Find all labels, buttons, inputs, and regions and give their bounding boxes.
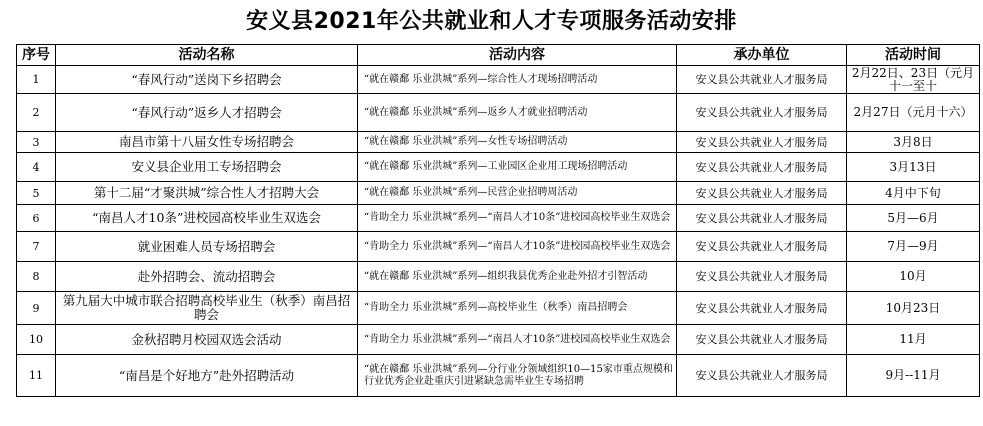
table-row [17, 205, 980, 232]
cell-seq: 6 [17, 205, 56, 232]
header-name: 活动名称 [56, 45, 358, 66]
cell-unit: 安义县公共就业人才服务局 [677, 94, 847, 132]
cell-seq: 2 [17, 94, 56, 132]
cell-content: “肯助全力 乐业洪城”系列—高校毕业生（秋季）南昌招聘会 [358, 292, 677, 325]
header-unit: 承办单位 [677, 45, 847, 66]
cell-content: “就在赣鄱 乐业洪城”系列—综合性人才现场招聘活动 [358, 66, 677, 94]
table-row [17, 355, 980, 397]
cell-unit: 安义县公共就业人才服务局 [677, 232, 847, 262]
cell-name: 第九届大中城市联合招聘高校毕业生（秋季）南昌招聘会 [56, 292, 358, 325]
table-row [17, 94, 980, 132]
header-time: 活动时间 [847, 45, 980, 66]
cell-content: “就在赣鄱 乐业洪城”系列—女性专场招聘活动 [358, 132, 677, 153]
table-row [17, 153, 980, 182]
cell-time: 10月23日 [847, 292, 980, 325]
cell-unit: 安义县公共就业人才服务局 [677, 262, 847, 292]
table-row [17, 325, 980, 355]
cell-content: “肯助全力 乐业洪城”系列—“南昌人才10条”进校园高校毕业生双选会 [358, 325, 677, 355]
header-content: 活动内容 [358, 45, 677, 66]
cell-time: 10月 [847, 262, 980, 292]
cell-unit: 安义县公共就业人才服务局 [677, 325, 847, 355]
table-row [17, 182, 980, 205]
page-title: 安义县2021年公共就业和人才专项服务活动安排 [246, 9, 737, 34]
cell-seq: 7 [17, 232, 56, 262]
cell-unit: 安义县公共就业人才服务局 [677, 355, 847, 397]
cell-seq: 5 [17, 182, 56, 205]
table-row [17, 132, 980, 153]
cell-content: “就在赣鄱 乐业洪城”系列—工业园区企业用工现场招聘活动 [358, 153, 677, 182]
cell-seq: 4 [17, 153, 56, 182]
cell-name: 金秋招聘月校园双选会活动 [56, 325, 358, 355]
cell-time: 2月22日、23日（元月十一至十 [847, 66, 980, 94]
table-row [17, 262, 980, 292]
cell-name: 赴外招聘会、流动招聘会 [56, 262, 358, 292]
cell-unit: 安义县公共就业人才服务局 [677, 182, 847, 205]
cell-seq: 9 [17, 292, 56, 325]
cell-seq: 10 [17, 325, 56, 355]
table-row [17, 292, 980, 325]
cell-unit: 安义县公共就业人才服务局 [677, 292, 847, 325]
cell-content: “就在赣鄱 乐业洪城”系列—民营企业招聘周活动 [358, 182, 677, 205]
table-row [17, 66, 980, 94]
cell-unit: 安义县公共就业人才服务局 [677, 66, 847, 94]
cell-content: “就在赣鄱 乐业洪城”系列—分行业分领域组织10—15家市重点规模和行业优秀企业赴重庆引进紧缺急需毕业生专场招聘 [358, 355, 677, 397]
cell-name: “春风行动”送岗下乡招聘会 [56, 66, 358, 94]
cell-name: 就业困难人员专场招聘会 [56, 232, 358, 262]
cell-time: 4月中下旬 [847, 182, 980, 205]
cell-content: “就在赣鄱 乐业洪城”系列—返乡人才就业招聘活动 [358, 94, 677, 132]
table-header-row [17, 45, 980, 66]
cell-seq: 1 [17, 66, 56, 94]
cell-time: 7月—9月 [847, 232, 980, 262]
cell-unit: 安义县公共就业人才服务局 [677, 153, 847, 182]
header-seq: 序号 [17, 45, 56, 66]
cell-name: “南昌是个好地方”赴外招聘活动 [56, 355, 358, 397]
cell-content: “肯助全力 乐业洪城”系列—“南昌人才10条”进校园高校毕业生双选会 [358, 205, 677, 232]
cell-name: 安义县企业用工专场招聘会 [56, 153, 358, 182]
cell-seq: 11 [17, 355, 56, 397]
cell-unit: 安义县公共就业人才服务局 [677, 205, 847, 232]
cell-name: 第十二届“才聚洪城”综合性人才招聘大会 [56, 182, 358, 205]
cell-time: 11月 [847, 325, 980, 355]
cell-name: 南昌市第十八届女性专场招聘会 [56, 132, 358, 153]
cell-time: 3月8日 [847, 132, 980, 153]
cell-time: 2月27日（元月十六） [847, 94, 980, 132]
cell-name: “南昌人才10条”进校园高校毕业生双选会 [56, 205, 358, 232]
cell-time: 9月--11月 [847, 355, 980, 397]
cell-seq: 3 [17, 132, 56, 153]
table-row [17, 232, 980, 262]
cell-time: 5月—6月 [847, 205, 980, 232]
activity-table [16, 44, 980, 397]
cell-seq: 8 [17, 262, 56, 292]
cell-content: “就在赣鄱 乐业洪城”系列—组织我县优秀企业赴外招才引智活动 [358, 262, 677, 292]
cell-unit: 安义县公共就业人才服务局 [677, 132, 847, 153]
cell-name: “春风行动”返乡人才招聘会 [56, 94, 358, 132]
cell-time: 3月13日 [847, 153, 980, 182]
cell-content: “肯助全力 乐业洪城”系列—“南昌人才10条”进校园高校毕业生双选会 [358, 232, 677, 262]
